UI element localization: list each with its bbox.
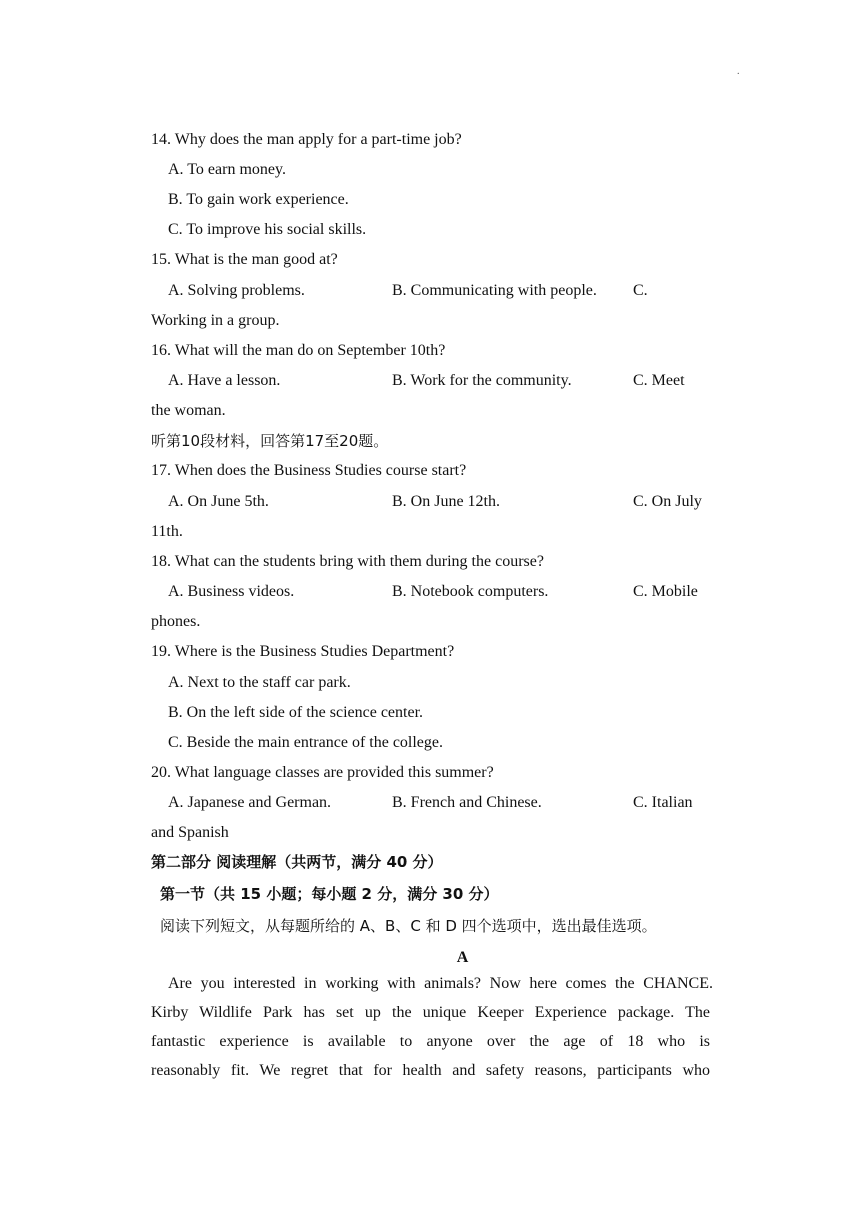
q17-option-c-continued: 11th. (151, 523, 183, 540)
q15-option-c-continued: Working in a group. (151, 312, 280, 329)
question-18: 18. What can the students bring with them during the course? (151, 553, 544, 570)
instruction: 阅读下列短文，从每题所给的 A、B、C 和 D 四个选项中，选出最佳选项。 (160, 917, 657, 935)
q18-option-c-continued: phones. (151, 613, 201, 630)
question-16: 16. What will the man do on September 10th? (151, 342, 446, 359)
question-19: 19. Where is the Business Studies Department? (151, 643, 455, 660)
passage-line-2: Kirby Wildlife Park has set up the unique Keeper Experience package. The (151, 1004, 710, 1021)
q20-option-c-continued: and Spanish (151, 824, 229, 841)
q17-option-a: A. On June 5th. (168, 493, 269, 510)
section-title (160, 884, 499, 904)
q16-option-b: B. Work for the community. (392, 372, 572, 389)
q15-option-a: A. Solving problems. (168, 282, 305, 299)
q18-option-a: A. Business videos. (168, 583, 295, 600)
q17-option-c: C. On July (633, 493, 702, 510)
passage-line-3: fantastic experience is available to anyone over the age of 18 who is (151, 1033, 710, 1050)
q17-option-b: B. On June 12th. (392, 493, 500, 510)
question-20: 20. What language classes are provided this summer? (151, 764, 494, 781)
section-title-bold: 第一节（共 15 小题；每小题 2 分，满分 30 分） (160, 885, 499, 903)
q14-option-a: A. To earn money. (168, 161, 286, 178)
part-title: 第二部分 阅读理解（共两节，满分 40 分） (151, 853, 443, 871)
question-14: 14. Why does the man apply for a part-time job? (151, 131, 462, 148)
question-15: 15. What is the man good at? (151, 251, 338, 268)
q14-option-c: C. To improve his social skills. (168, 221, 367, 238)
q16-option-a: A. Have a lesson. (168, 372, 281, 389)
q14-option-b: B. To gain work experience. (168, 191, 349, 208)
q20-option-b: B. French and Chinese. (392, 794, 542, 811)
section-note: 听第10段材料，回答第17至20题。 (151, 432, 389, 450)
q20-option-a: A. Japanese and German. (168, 794, 332, 811)
q19-option-a: A. Next to the staff car park. (168, 674, 351, 691)
q20-option-c: C. Italian (633, 794, 693, 811)
q16-option-c-continued: the woman. (151, 402, 226, 419)
question-17: 17. When does the Business Studies course start? (151, 462, 467, 479)
q19-option-b: B. On the left side of the science center. (168, 704, 424, 721)
q18-option-b: B. Notebook computers. (392, 583, 549, 600)
passage-label: A (456, 949, 469, 966)
q15-option-b: B. Communicating with people. (392, 282, 597, 299)
q15-option-c: C. (633, 282, 648, 299)
q19-option-c: C. Beside the main entrance of the college. (168, 734, 444, 751)
passage-line-4: reasonably fit. We regret that for health and safety reasons, participants who (151, 1062, 710, 1079)
q18-option-c: C. Mobile (633, 583, 698, 600)
corner-dot: . (737, 66, 740, 77)
passage-line-1: Are you interested in working with animals? Now here comes the CHANCE. (168, 975, 713, 992)
q16-option-c: C. Meet (633, 372, 685, 389)
